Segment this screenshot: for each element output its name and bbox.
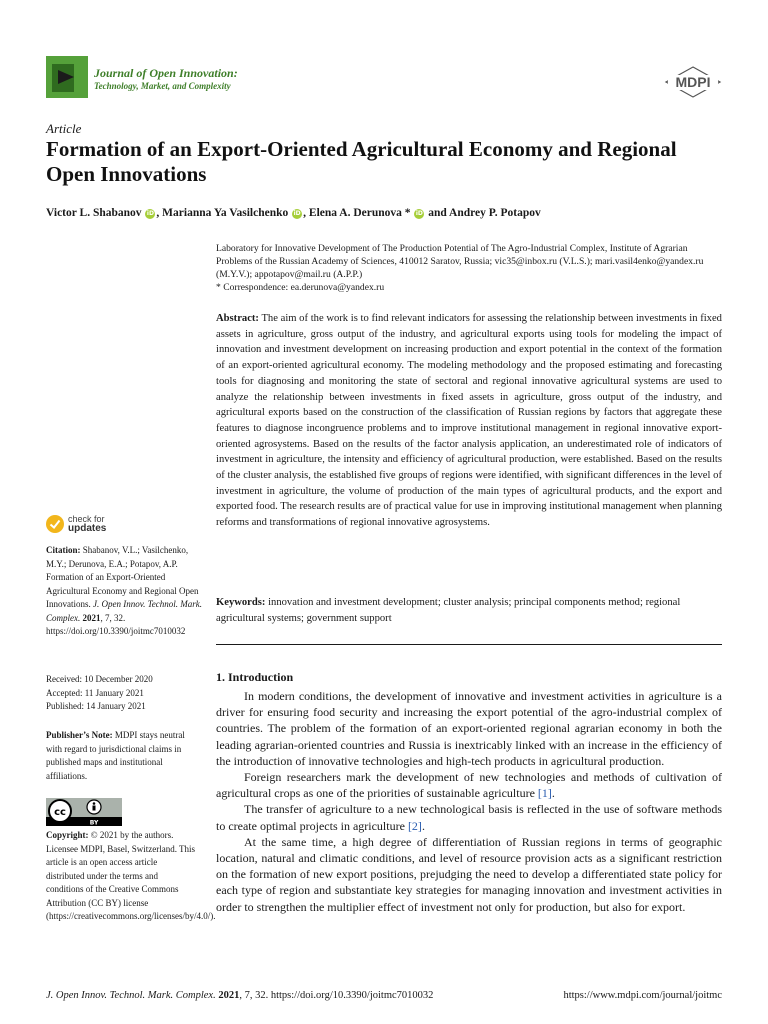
reference-link[interactable]: [2] [407,818,422,833]
paragraph-text: The transfer of agriculture to a new technological basis is reflected in the use of software methods to create optimal projects in agriculture [216,802,722,833]
check-updates-icon [46,515,64,533]
citation-doi-link[interactable]: https://doi.org/10.3390/joitmc7010032 [46,626,186,636]
dates-block [46,673,206,714]
svg-text:BY: BY [89,819,99,826]
corresponding-mark: * [401,207,411,219]
author-name[interactable]: Andrey P. Potapov [449,207,541,219]
journal-logo-icon [46,56,88,98]
footer-journal: J. Open Innov. Technol. Mark. Complex. [46,990,216,1001]
publisher-note [46,729,200,783]
check-updates-label [68,515,106,533]
abstract-text: The aim of the work is to find relevant indicators for assessing the relationship between investments in fixed assets in agriculture, gross output of the industry, and agricultural exports using tools for modeling the impact of innovation and investment development on increasing production and export potential in the context of the formation of an export-oriented agricultural economy. The modeling methodology and the proposed estimating and forecasting tools for diagnosing and monitoring the state of sectoral and regional innovative agricultural systems are used to analyze the relationship between investments in fixed assets in agriculture, gross output of the industry, and agricultural exports based on the construction of the classification of Russian regions by factors that aggregate these features to diagnose incongruence problems and to improve institutional management in regional innovative export-oriented agrosystems. Based on the results of the factor analysis application, an underestimated role of indicators of investment in agriculture, the intensity and efficiency of agricultural production, were established. Based on the results of the cluster analysis, the established five groups of regions were identified, with significant differences in the level of investment in agriculture, the volume of production of the main types of agricultural products, and the export and exported food. The research results are of practical value for use in improving institutional management when planning reforms and transformations of regional innovative agrosystems. [216,313,722,529]
journal-name-line2: Technology, Market, and Complexity [94,81,231,91]
page-footer [46,990,722,1001]
author-separator: , [303,207,309,219]
section-heading: 1. Introduction [216,670,294,684]
paragraph-end: . [551,786,555,801]
author-name[interactable]: Elena A. Derunova [308,207,402,219]
keywords-label: Keywords: [216,597,266,608]
orcid-icon[interactable]: iD [415,210,423,217]
cc-by-license-icon[interactable] [46,798,122,826]
orcid-icon[interactable]: iD [293,210,301,217]
published-date: Published: 14 January 2021 [46,701,146,711]
footer-journal-url[interactable]: https://www.mdpi.com/journal/joitmc [563,990,722,1001]
citation-block [46,544,206,639]
introduction-body [216,688,722,915]
paragraph [216,769,722,801]
citation-volume: , 7, 32. [100,612,126,623]
publisher-note-text: MDPI stays neutral with regard to jurisdictional claims in published maps and institutional affiliations. [46,730,185,781]
journal-name[interactable] [94,67,238,92]
article-type: Article [46,121,82,136]
mdpi-logo-text: MDPI [675,74,711,90]
abstract [216,311,722,531]
footer-year: 2021 [218,990,240,1001]
orcid-icon[interactable]: iD [146,210,154,217]
paragraph-text: Foreign researchers mark the development of new technologies and methods of cultivation of agricultural crops as one of the priorities of sustainable agriculture [216,770,722,801]
paragraph: At the same time, a high degree of differentiation of Russian regions in terms of geographic location, natural and climatic conditions, and level of resource provision acts as a significant restriction on the formation of new export positions, prejudging the need to develop a differentiated state policy for each type of region and substantiate key strategies for managing innovation and investment activities in order to strengthen the multiplier effect of investment not only for production, but also for export. [216,834,722,914]
citation-journal: J. Open Innov. Technol. Mark. Complex. [46,599,202,623]
footer-citation[interactable] [46,990,433,1001]
section-divider [216,644,722,645]
journal-name-line1: Journal of Open Innovation: [94,66,238,80]
received-date: Received: 10 December 2020 [46,674,153,684]
paragraph: In modern conditions, the development of innovative and investment activities in agriculture is a driver for ensuring food security and increasing the export potential of the agro-industrial complex of countries. The problem of the formation of an export-oriented regional agrarian economy in both the leading agrarian-oriented countries and Russia is inextricably linked with an increase in the efficiency of the introduction of innovative technologies and high-tech products in agricultural production. [216,689,722,768]
paragraph-end: . [421,818,425,833]
citation-year: 2021 [82,612,101,623]
author-separator: , [156,207,163,219]
svg-text:cc: cc [54,807,66,818]
footer-doi: , 7, 32. https://doi.org/10.3390/joitmc7010032 [239,990,434,1001]
check-updates-line1: check for [68,514,105,524]
check-updates-line2: updates [68,523,107,534]
author-list [46,205,726,221]
author-name[interactable]: Marianna Ya Vasilchenko [162,207,289,219]
copyright-text: © 2021 by the authors. Licensee MDPI, Basel, Switzerland. This article is an open access article distributed under the terms and conditions of the Creative Commons Attribution (CC BY) license (https://creativecommons.org/licenses/by/4.0/). [46,830,216,921]
keywords-text: innovation and investment development; cluster analysis; principal components method; regional agricultural systems; government support [216,597,681,624]
author-name[interactable]: Victor L. Shabanov [46,207,142,219]
abstract-label: Abstract: [216,313,259,324]
author-separator: and [425,207,450,219]
correspondence: * Correspondence: ea.derunova@yandex.ru [216,282,385,293]
check-for-updates-button[interactable] [46,513,116,535]
citation-text: Shabanov, V.L.; Vasilchenko, M.Y.; Derunova, E.A.; Potapov, A.P. Formation of an Export-Oriented Agricultural Economy and Regional Open Innovations. [46,545,199,609]
citation-label: Citation: [46,545,81,555]
publisher-note-label: Publisher’s Note: [46,730,113,740]
copyright-label: Copyright: [46,830,89,840]
mdpi-logo-icon[interactable] [664,66,722,100]
copyright-block [46,829,216,924]
keywords [216,595,722,626]
affiliation-block [216,242,722,294]
article-title: Formation of an Export-Oriented Agricultural Economy and Regional Open Innovations [46,137,677,186]
accepted-date: Accepted: 11 January 2021 [46,687,144,698]
affiliation-text: Laboratory for Innovative Development of The Production Potential of The Agro-Industrial Complex, Institute of Agrarian Problems of the Russian Academy of Sciences, 410012 Saratov, Russia; vic35@inbox.ru (V.L.S.); mari.vasil4enko@yandex.ru (M.Y.V.); appotapov@mail.ru (A.P.P.) [216,243,704,280]
paragraph [216,801,722,833]
reference-link[interactable]: [1] [537,786,552,801]
